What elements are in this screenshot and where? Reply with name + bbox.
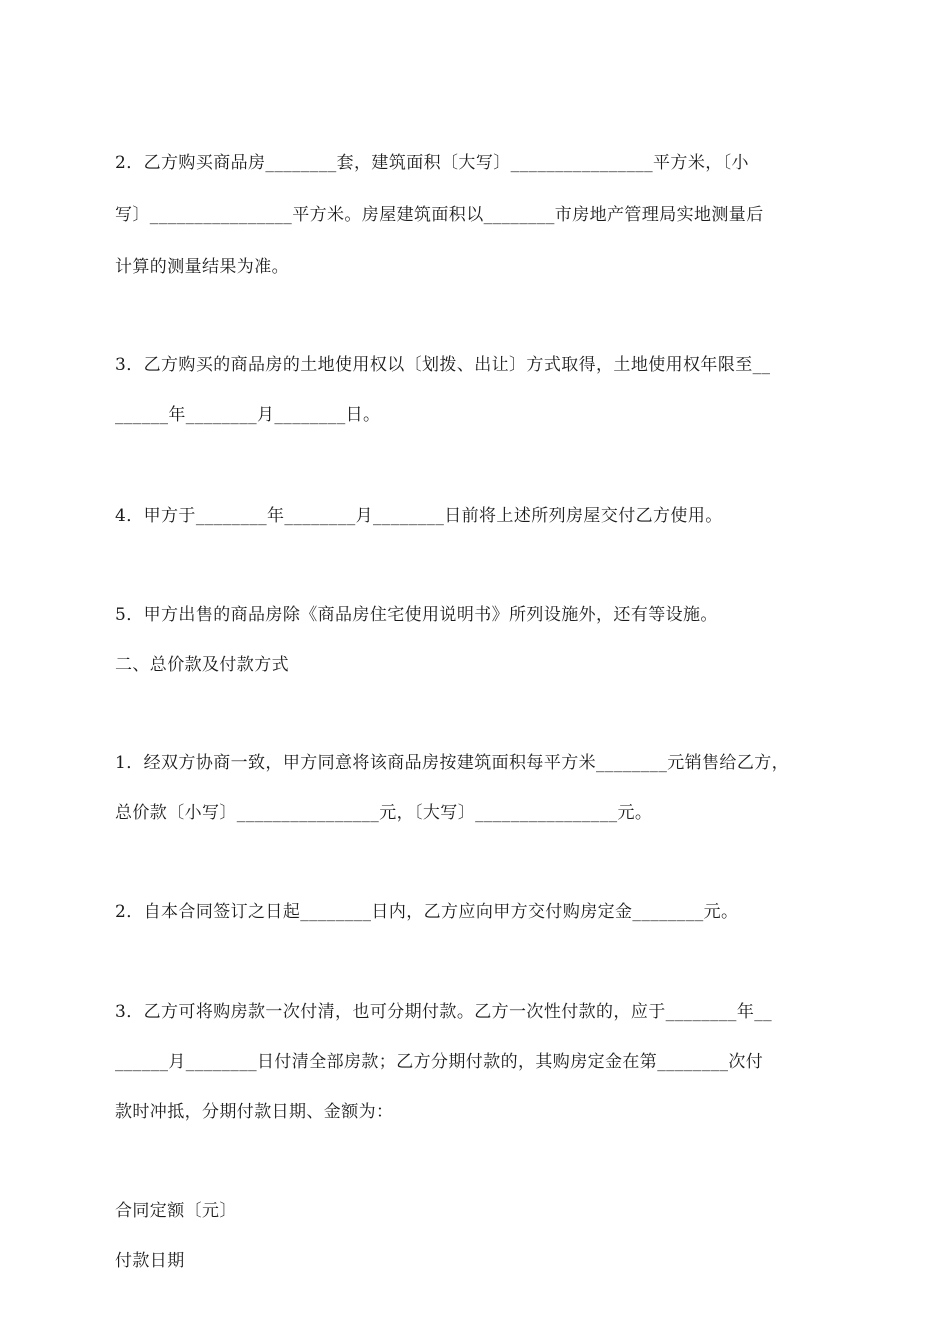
section-heading-payment: 二、总价款及付款方式 (115, 655, 289, 675)
payment-date-label: 付款日期 (115, 1251, 185, 1271)
clause-3-line-2: ______年________月________日。 (115, 405, 381, 425)
payment-clause-2-line: 2．自本合同签订之日起________日内，乙方应向甲方交付购房定金________元。 (115, 902, 739, 922)
clause-2-line-2: 写〕________________平方米。房屋建筑面积以________市房地产管理局实地测量后 (115, 205, 764, 225)
clause-3-line-1: 3．乙方购买的商品房的土地使用权以〔划拨、出让〕方式取得，土地使用权年限至__ (115, 355, 771, 375)
clause-4-line: 4．甲方于________年________月________日前将上述所列房屋交付乙方使用。 (115, 506, 723, 526)
payment-clause-3-line-1: 3．乙方可将购房款一次付清，也可分期付款。乙方一次性付款的，应于________年__ (115, 1002, 773, 1022)
payment-clause-1-line-1: 1．经双方协商一致，甲方同意将该商品房按建筑面积每平方米________元销售给乙方， (115, 753, 790, 773)
clause-2-line-1: 2．乙方购买商品房________套，建筑面积〔大写〕________________平方米，〔小 (115, 153, 749, 173)
payment-clause-3-line-2: ______月________日付清全部房款；乙方分期付款的，其购房定金在第________次付 (115, 1052, 764, 1072)
payment-clause-1-line-2: 总价款〔小写〕________________元，〔大写〕________________元。 (115, 803, 653, 823)
clause-2-line-3: 计算的测量结果为准。 (115, 257, 289, 277)
payment-clause-3-line-3: 款时冲抵，分期付款日期、金额为： (115, 1102, 394, 1122)
contract-amount-label: 合同定额〔元〕 (115, 1201, 237, 1221)
clause-5-line: 5．甲方出售的商品房除《商品房住宅使用说明书》所列设施外，还有等设施。 (115, 605, 718, 625)
